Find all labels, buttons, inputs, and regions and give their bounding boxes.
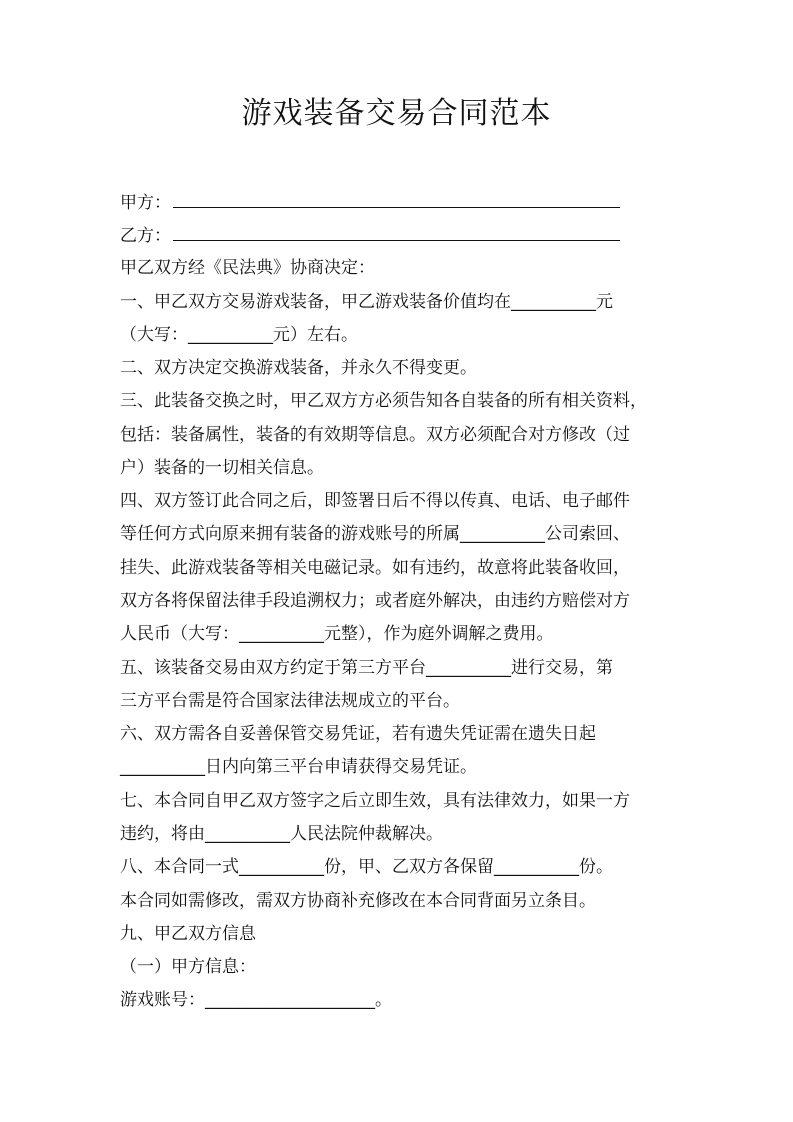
- party-b-label: 乙方：: [120, 226, 171, 246]
- contract-line: 七、本合同自甲乙双方签字之后立即生效，具有法律效力，如果一方: [120, 791, 630, 811]
- contract-line: 六、双方需各自妥善保管交易凭证，若有遗失凭证需在遗失日起: [120, 724, 596, 744]
- party-a-blank: [173, 188, 620, 208]
- contract-line: （大写：__________元）左右。: [120, 325, 358, 345]
- contract-line: 本合同如需修改，需双方协商补充修改在本合同背面另立条目。: [120, 891, 596, 911]
- contract-line: 违约，将由__________人民法院仲裁解决。: [120, 824, 443, 844]
- contract-line: __________日内向第三平台申请获得交易凭证。: [120, 757, 477, 777]
- document-title: 游戏装备交易合同范本: [241, 96, 552, 131]
- contract-line: 八、本合同一式__________份，甲、乙双方各保留__________份。: [120, 857, 613, 877]
- contract-line: 游戏账号：____________________。: [120, 990, 392, 1010]
- contract-line: 挂失、此游戏装备等相关电磁记录。如有违约，故意将此装备收回，: [120, 558, 630, 578]
- contract-line: 三、此装备交换之时，甲乙双方方必须告知各自装备的所有相关资料，: [120, 391, 647, 411]
- contract-line: 等任何方式向原来拥有装备的游戏账号的所属__________公司索回、: [120, 524, 630, 544]
- contract-line: 双方各将保留法律手段追溯权力；或者庭外解决，由违约方赔偿对方: [120, 591, 630, 611]
- party-b-blank: [173, 221, 620, 241]
- contract-line: （一）甲方信息：: [120, 957, 256, 977]
- contract-line: 二、双方决定交换游戏装备，并永久不得变更。: [120, 358, 477, 378]
- contract-line: 甲乙双方经《民法典》协商决定：: [120, 258, 375, 278]
- party-b-field: [120, 221, 620, 249]
- contract-line: 三方平台需是符合国家法律法规成立的平台。: [120, 691, 460, 711]
- contract-line: 一、甲乙双方交易游戏装备，甲乙游戏装备价值均在__________元: [120, 292, 613, 312]
- contract-line: 四、双方签订此合同之后，即签署日后不得以传真、电话、电子邮件: [120, 491, 630, 511]
- contract-line: 包括：装备属性，装备的有效期等信息。双方必须配合对方修改（过: [120, 425, 630, 445]
- contract-line: 九、甲乙双方信息: [120, 924, 256, 944]
- contract-line: 五、该装备交易由双方约定于第三方平台__________进行交易，第: [120, 658, 613, 678]
- contract-line: 户）装备的一切相关信息。: [120, 458, 324, 478]
- contract-line: 人民币（大写：__________元整），作为庭外调解之费用。: [120, 624, 554, 644]
- party-a-label: 甲方：: [120, 193, 171, 213]
- party-a-field: [120, 188, 620, 216]
